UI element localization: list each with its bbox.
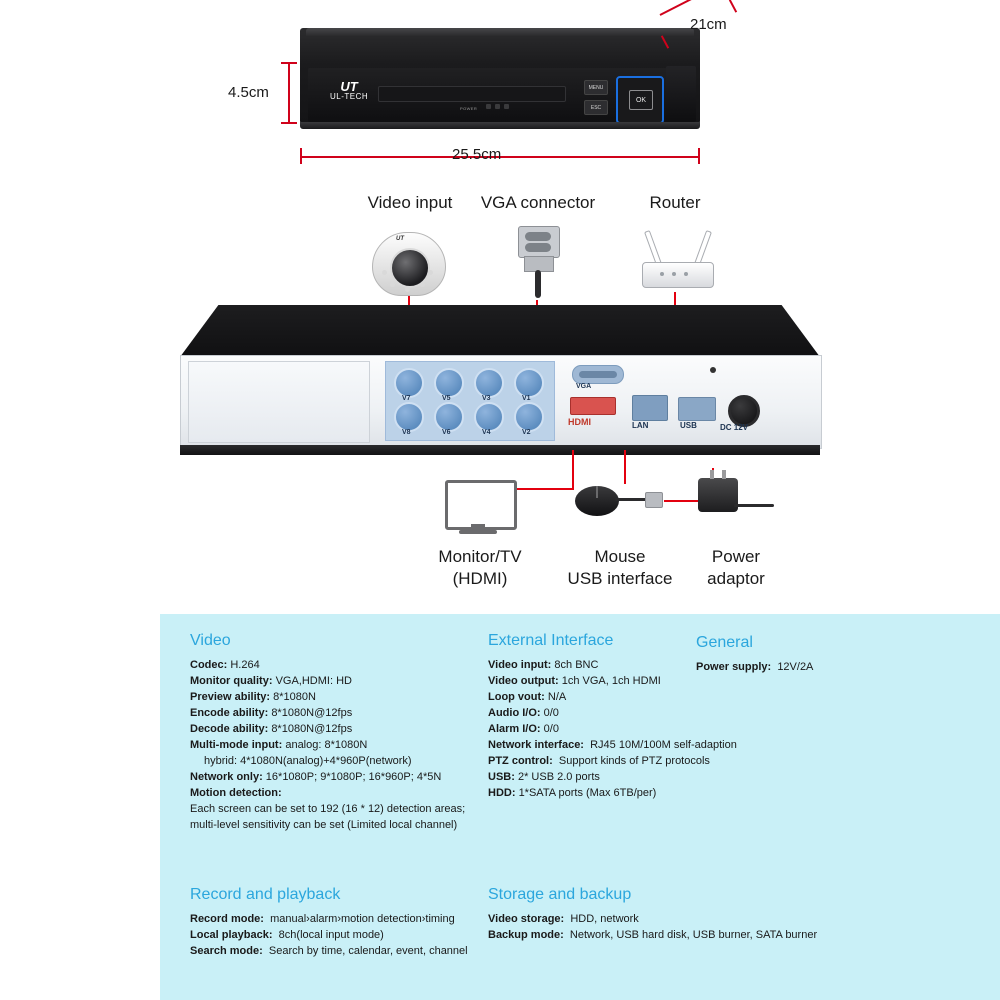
spec-row-motion-detail-1: Each screen can be set to 192 (16 * 12) detection areas;: [190, 803, 466, 815]
spec-row-loop-vout: Loop vout: N/A: [488, 691, 567, 703]
ok-button[interactable]: OK: [629, 90, 653, 110]
vga-plug-icon: [508, 222, 568, 302]
power-label: POWER: [460, 106, 478, 111]
leader-line-hdmi-v: [572, 450, 574, 490]
spec-column-storage-backup: [488, 886, 908, 943]
spec-heading-record-playback: Record and playback: [190, 886, 341, 903]
device-top-edge: [306, 28, 694, 36]
spec-row-video-output: Video output: 1ch VGA, 1ch HDMI: [488, 675, 661, 687]
bnc-label-v8: V8: [402, 429, 411, 436]
spec-row-search-mode: Search mode: Search by time, calendar, event, channel: [190, 945, 468, 957]
monitor-icon: [445, 480, 515, 536]
vga-port: [572, 365, 624, 384]
spec-row-preview-ability: Preview ability: 8*1080N: [190, 691, 316, 703]
depth-dimension-label: 21cm: [690, 16, 727, 33]
spec-row-backup-mode: Backup mode: Network, USB hard disk, USB burner, SATA burner: [488, 929, 818, 941]
spec-column-video: [190, 632, 490, 833]
device-right-block: [666, 66, 696, 122]
spec-row-monitor-quality: Monitor quality: VGA,HDMI: HD: [190, 675, 352, 687]
spec-row-power-supply: Power supply: 12V/2A: [696, 661, 814, 673]
callout-label-power-adaptor: [676, 546, 796, 590]
spec-row-usb: USB: 2* USB 2.0 ports: [488, 771, 600, 783]
spec-column-record-playback: [190, 886, 520, 959]
callout-mouse-line2: USB interface: [567, 569, 673, 588]
depth-dimension-cap-b: [729, 0, 737, 13]
usb-port: [678, 397, 716, 421]
bnc-label-v5: V5: [442, 395, 451, 402]
callout-mouse-line1: Mouse: [594, 547, 646, 566]
device-base: [300, 122, 700, 129]
hdmi-port: [570, 397, 616, 415]
panel-screw: [710, 367, 716, 373]
callout-monitor-line1: Monitor/TV: [438, 547, 522, 566]
bnc-port-group: [385, 361, 555, 441]
dome-camera-icon: UT: [368, 224, 448, 300]
esc-button[interactable]: ESC: [584, 100, 608, 115]
brand-logo-text: UL-TECH: [330, 92, 369, 101]
height-dimension-cap-bottom: [281, 122, 297, 124]
spec-row-network-only: Network only: 16*1080P; 9*1080P; 16*960P; 4*5N: [190, 771, 442, 783]
spec-row-codec: Codec: H.264: [190, 659, 260, 671]
status-leds: [486, 104, 516, 110]
leader-line-hdmi-h: [512, 488, 574, 490]
width-dimension-cap-left: [300, 148, 302, 164]
bnc-label-v1: V1: [522, 395, 531, 402]
spec-heading-general: General: [696, 634, 753, 651]
height-dimension-cap-top: [281, 62, 297, 64]
router-icon: [638, 226, 716, 294]
navigation-pad[interactable]: [616, 76, 664, 124]
callout-label-video-input: Video input: [367, 193, 453, 212]
bnc-label-v6: V6: [442, 429, 451, 436]
depth-dimension-line: [660, 0, 729, 16]
spec-row-video-input: Video input: 8ch BNC: [488, 659, 599, 671]
spec-row-multi-mode-input: Multi-mode input: analog: 8*1080N: [190, 739, 368, 751]
spec-heading-video: Video: [190, 632, 231, 649]
callout-label-monitor: [400, 546, 560, 590]
device-drive-slot: [378, 86, 566, 102]
mouse-icon: [575, 480, 661, 536]
spec-row-hybrid: hybrid: 4*1080N(analog)+4*960P(network): [204, 755, 412, 767]
spec-heading-external-interface: External Interface: [488, 632, 614, 649]
bnc-label-v2: V2: [522, 429, 531, 436]
back-panel-bottom-edge: [180, 445, 820, 455]
spec-row-audio-io: Audio I/O: 0/0: [488, 707, 559, 719]
front-view-device: [300, 28, 700, 140]
height-dimension-label: 4.5cm: [228, 84, 269, 101]
callout-monitor-line2: (HDMI): [452, 569, 508, 588]
back-panel-vent: [188, 361, 370, 443]
bnc-label-v7: V7: [402, 395, 411, 402]
spec-heading-storage-backup: Storage and backup: [488, 886, 632, 903]
dc-power-label: DC 12V: [720, 423, 749, 432]
vga-port-label: VGA: [576, 383, 592, 390]
hdmi-port-label: HDMI: [568, 417, 591, 427]
bnc-label-v4: V4: [482, 429, 491, 436]
spec-row-hdd: HDD: 1*SATA ports (Max 6TB/per): [488, 787, 657, 799]
spec-column-general: [696, 634, 986, 675]
spec-row-record-mode: Record mode: manual›alarm›motion detection›timing: [190, 913, 455, 925]
brand-logo: [330, 79, 369, 102]
width-dimension-cap-right: [698, 148, 700, 164]
usb-port-label: USB: [680, 421, 697, 430]
spec-row-ptz-control: PTZ control: Support kinds of PTZ protocols: [488, 755, 710, 767]
lan-port: [632, 395, 668, 421]
bnc-label-v3: V3: [482, 395, 491, 402]
width-dimension-label: 25.5cm: [452, 146, 502, 163]
lan-port-label: LAN: [632, 421, 649, 430]
callout-power-line2: adaptor: [707, 569, 765, 588]
specifications-panel: [160, 614, 1000, 1000]
callout-label-router: Router: [649, 193, 701, 212]
leader-line-usb-v: [624, 450, 626, 484]
callout-label-vga-connector: VGA connector: [480, 193, 596, 212]
spec-row-video-storage: Video storage: HDD, network: [488, 913, 639, 925]
spec-row-decode-ability: Decode ability: 8*1080N@12fps: [190, 723, 353, 735]
spec-row-motion-detail-2: multi-level sensitivity can be set (Limited local channel): [190, 819, 458, 831]
menu-button[interactable]: MENU: [584, 80, 608, 95]
spec-row-motion-detection: Motion detection:: [190, 787, 282, 799]
spec-row-alarm-io: Alarm I/O: 0/0: [488, 723, 559, 735]
power-adaptor-icon: [698, 478, 776, 538]
spec-row-network-interface: Network interface: RJ45 10M/100M self-adaption: [488, 739, 737, 751]
brand-logo-mark: UT: [340, 79, 358, 94]
callout-power-line1: Power: [711, 547, 761, 566]
back-panel-top: [180, 305, 820, 357]
spec-row-local-playback: Local playback: 8ch(local input mode): [190, 929, 384, 941]
spec-row-encode-ability: Encode ability: 8*1080N@12fps: [190, 707, 353, 719]
height-dimension-line: [288, 62, 290, 124]
back-panel-device: [180, 305, 820, 465]
